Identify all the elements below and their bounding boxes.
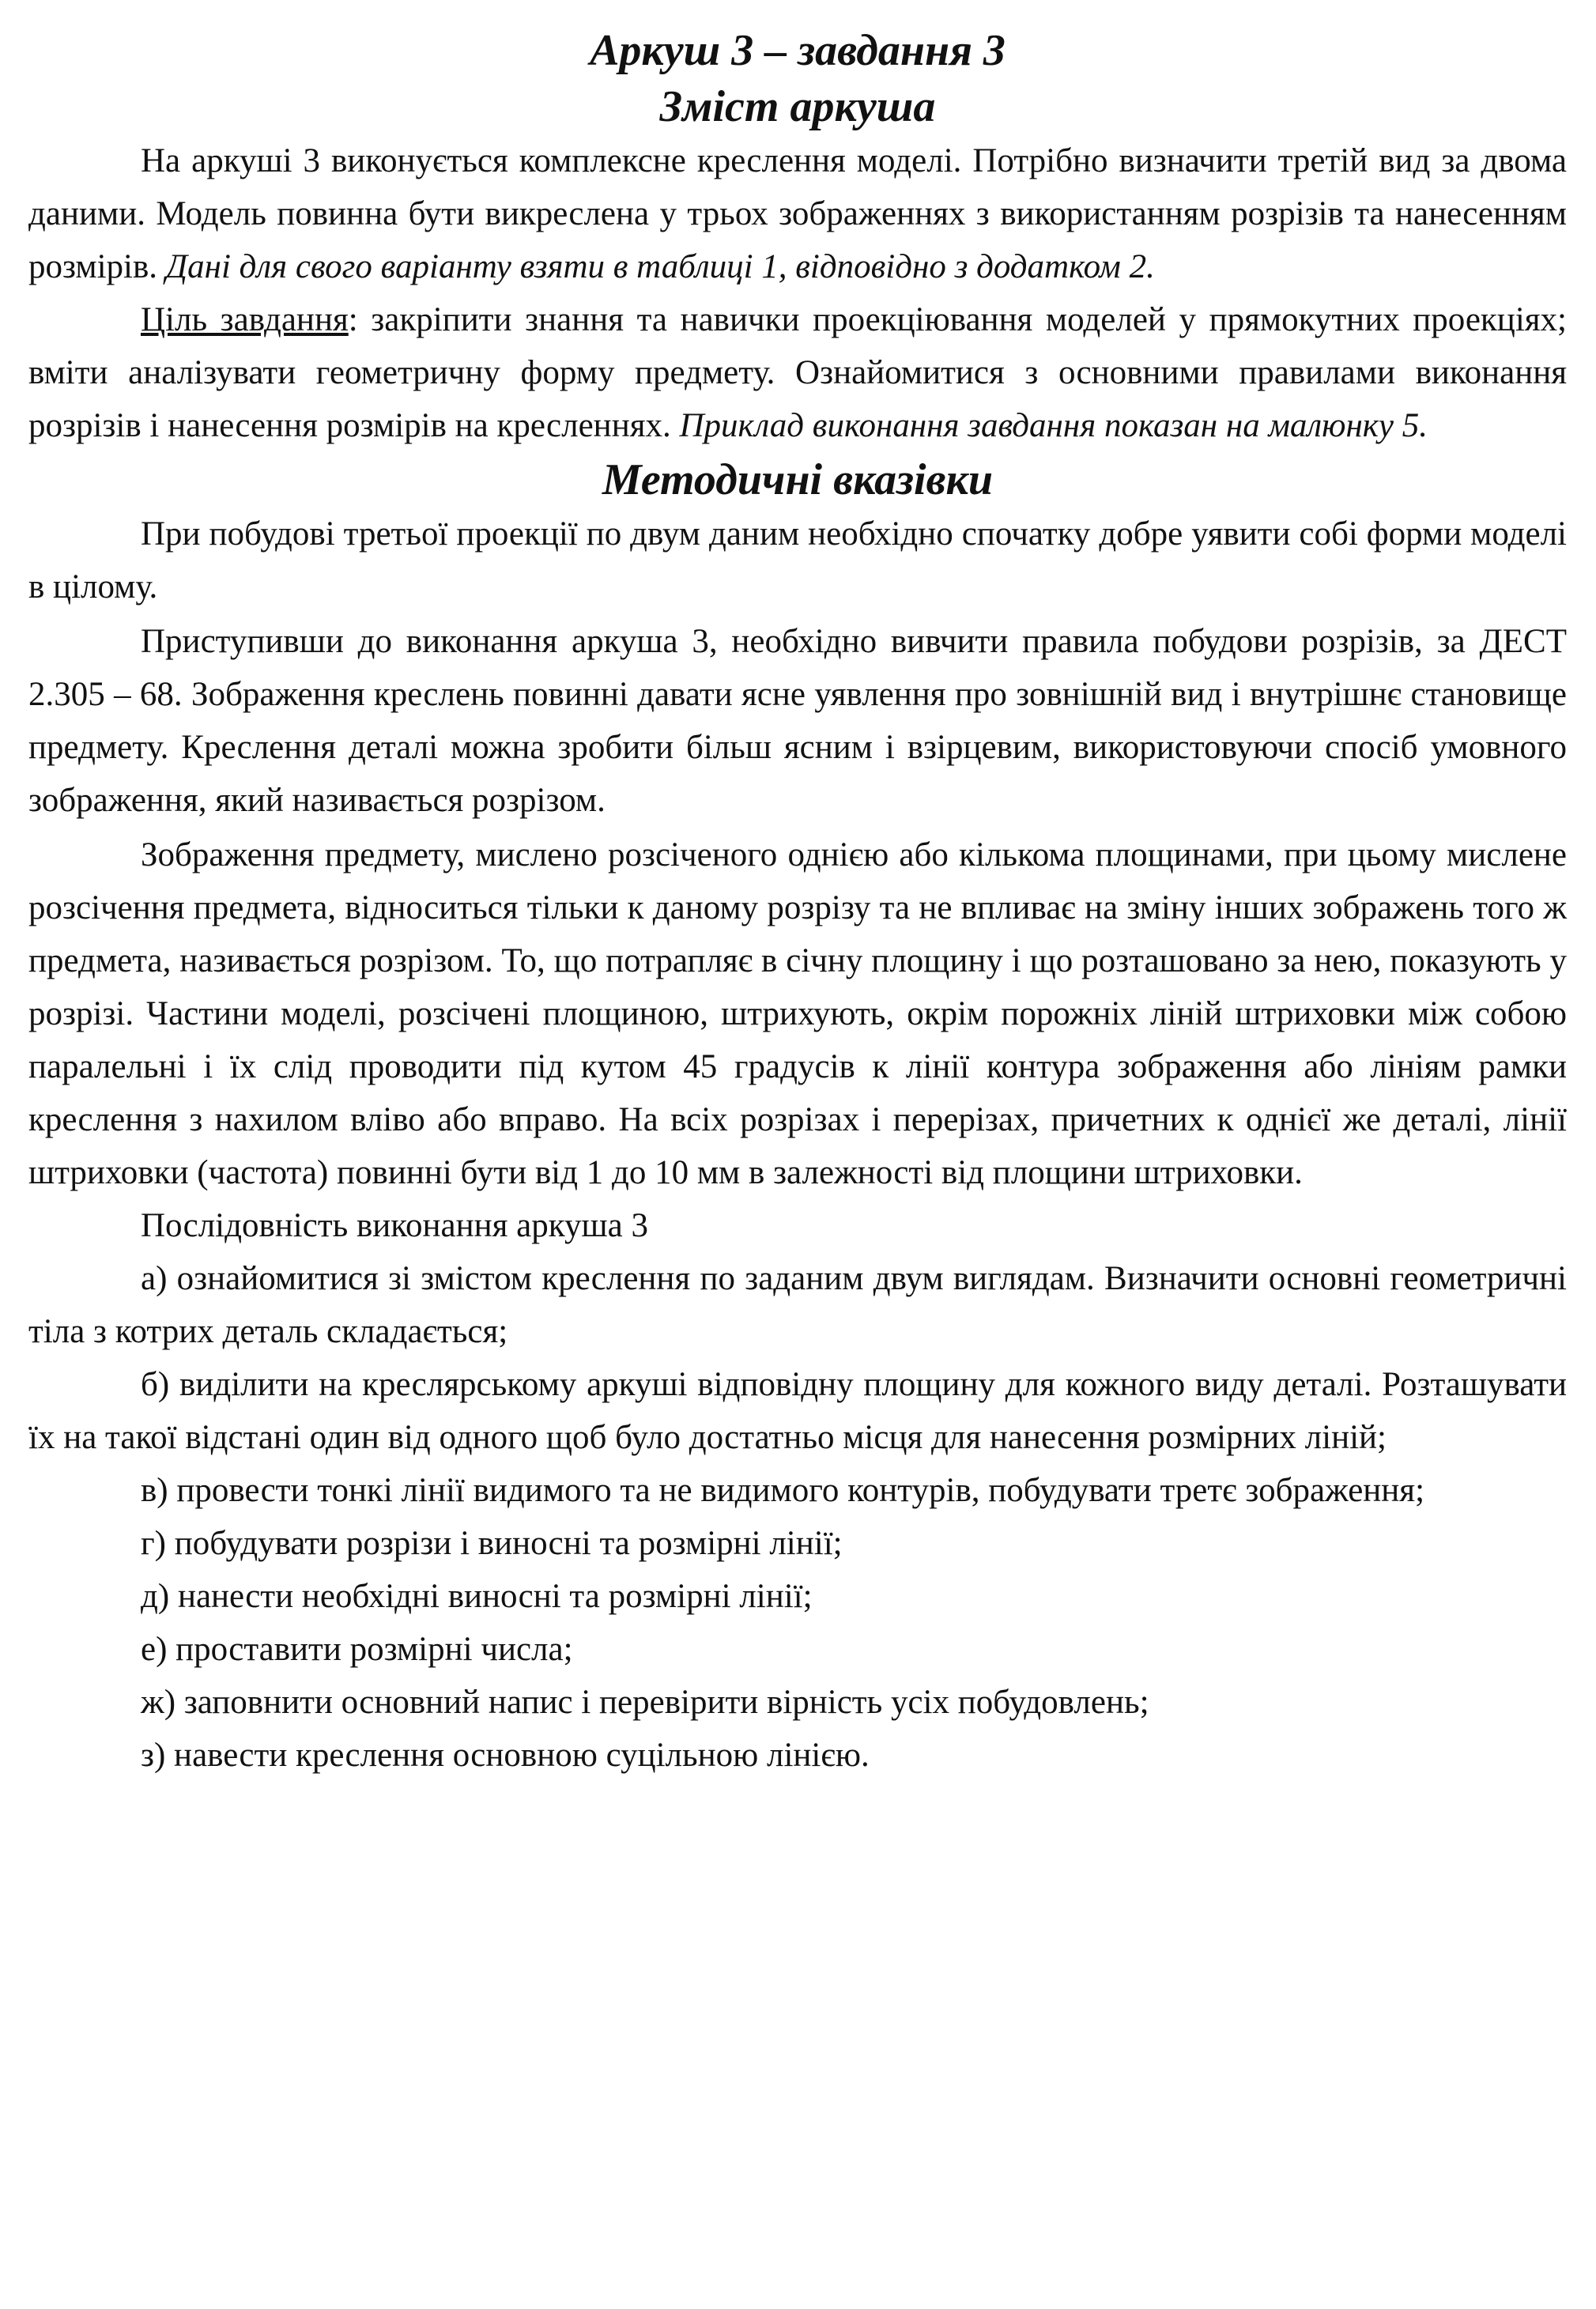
list-item-step-e: д) нанести необхідні виносні та розмірні лінії;	[141, 1578, 813, 1615]
paragraph-task-goal	[28, 293, 1567, 452]
sheet-title: Аркуш 3 – завдання 3	[590, 26, 1006, 75]
paragraph-text: На аркуші 3 виконується комплексне креслення моделі. Потрібно визначити третій вид за двома даними. Модель повинна бути викреслена у трьох зображеннях з використанням розрізів та нанесенням розмірів.	[28, 142, 1567, 285]
paragraph-italic-text: Дані для свого варіанту взяти в таблиці 1, відповідно з додатком 2.	[165, 248, 1155, 285]
paragraph-task-description	[28, 134, 1567, 293]
goal-label: Ціль завдання	[141, 301, 349, 338]
list-item-step-c: в) провести тонкі лінії видимого та не видимого контурів, побудувати третє зображення;	[141, 1472, 1425, 1509]
section-heading-content: Зміст аркуша	[659, 82, 936, 131]
paragraph-section-definition: Зображення предмету, мислено розсіченого однією або кількома площинами, при цьому мислене розсічення предмета, відноситься тільки к даному розрізу та не впливає на зміну інших зображень того ж предмета, називається розрізом. То, що потрапляє в січну площину і що розташовано за нею, показують у розрізі. Частини моделі, розсічені площиною, штрихують, окрім порожніх ліній штриховки між собою паралельні і їх слід проводити під кутом 45 градусів к лінії контура зображення або лініям рамки креслення з нахилом вліво або вправо. На всіх розрізах і перерізах, причетних к однієї же деталі, лінії штриховки (частота) повинні бути від 1 до 10 мм в залежності від площини штриховки.	[28, 836, 1567, 1191]
list-item-step-a: а) ознайомитися зі змістом креслення по заданим двум виглядам. Визначити основні геометричні тіла з котрих деталь складається;	[28, 1260, 1567, 1350]
list-item-step-h: з) навести креслення основною суцільною лінією.	[141, 1737, 870, 1774]
list-item-step-b: б) виділити на креслярському аркуші відповідну площину для кожного виду деталі. Розташувати їх на такої відстані один від одного щоб було достатньо місця для нанесення розмірних ліній;	[28, 1366, 1567, 1456]
list-item-step-g: ж) заповнити основний напис і перевірити вірність усіх побудовлень;	[141, 1684, 1149, 1721]
paragraph-third-projection: При побудові третьої проекції по двум даним необхідно спочатку добре уявити собі форми моделі в цілому.	[28, 515, 1567, 606]
paragraph-section-rules: Приступивши до виконання аркуша 3, необхідно вивчити правила побудови розрізів, за ДЕСТ 2.305 – 68. Зображення креслень повинні давати ясне уявлення про зовнішній вид і внутрішнє становище предмету. Креслення деталі можна зробити більш ясним і взірцевим, використовуючи спосіб умовного зображення, який називається розрізом.	[28, 623, 1567, 819]
sequence-heading: Послідовність виконання аркуша 3	[141, 1207, 648, 1244]
list-item-step-f: е) проставити розмірні числа;	[141, 1631, 573, 1668]
list-item-step-d: г) побудувати розрізи і виносні та розмірні лінії;	[141, 1525, 843, 1562]
paragraph-text: : закріпити знання та навички проекціювання моделей у прямокутних проекціях; вміти аналізувати геометричну форму предмету. Ознайомитися з основними правилами виконання розрізів і нанесення розмірів на кресленнях.	[28, 301, 1567, 444]
paragraph-italic-text: Приклад виконання завдання показан на малюнку 5.	[679, 407, 1428, 444]
document-page	[28, 22, 1567, 1782]
section-heading-guidelines: Методичні вказівки	[602, 455, 994, 504]
